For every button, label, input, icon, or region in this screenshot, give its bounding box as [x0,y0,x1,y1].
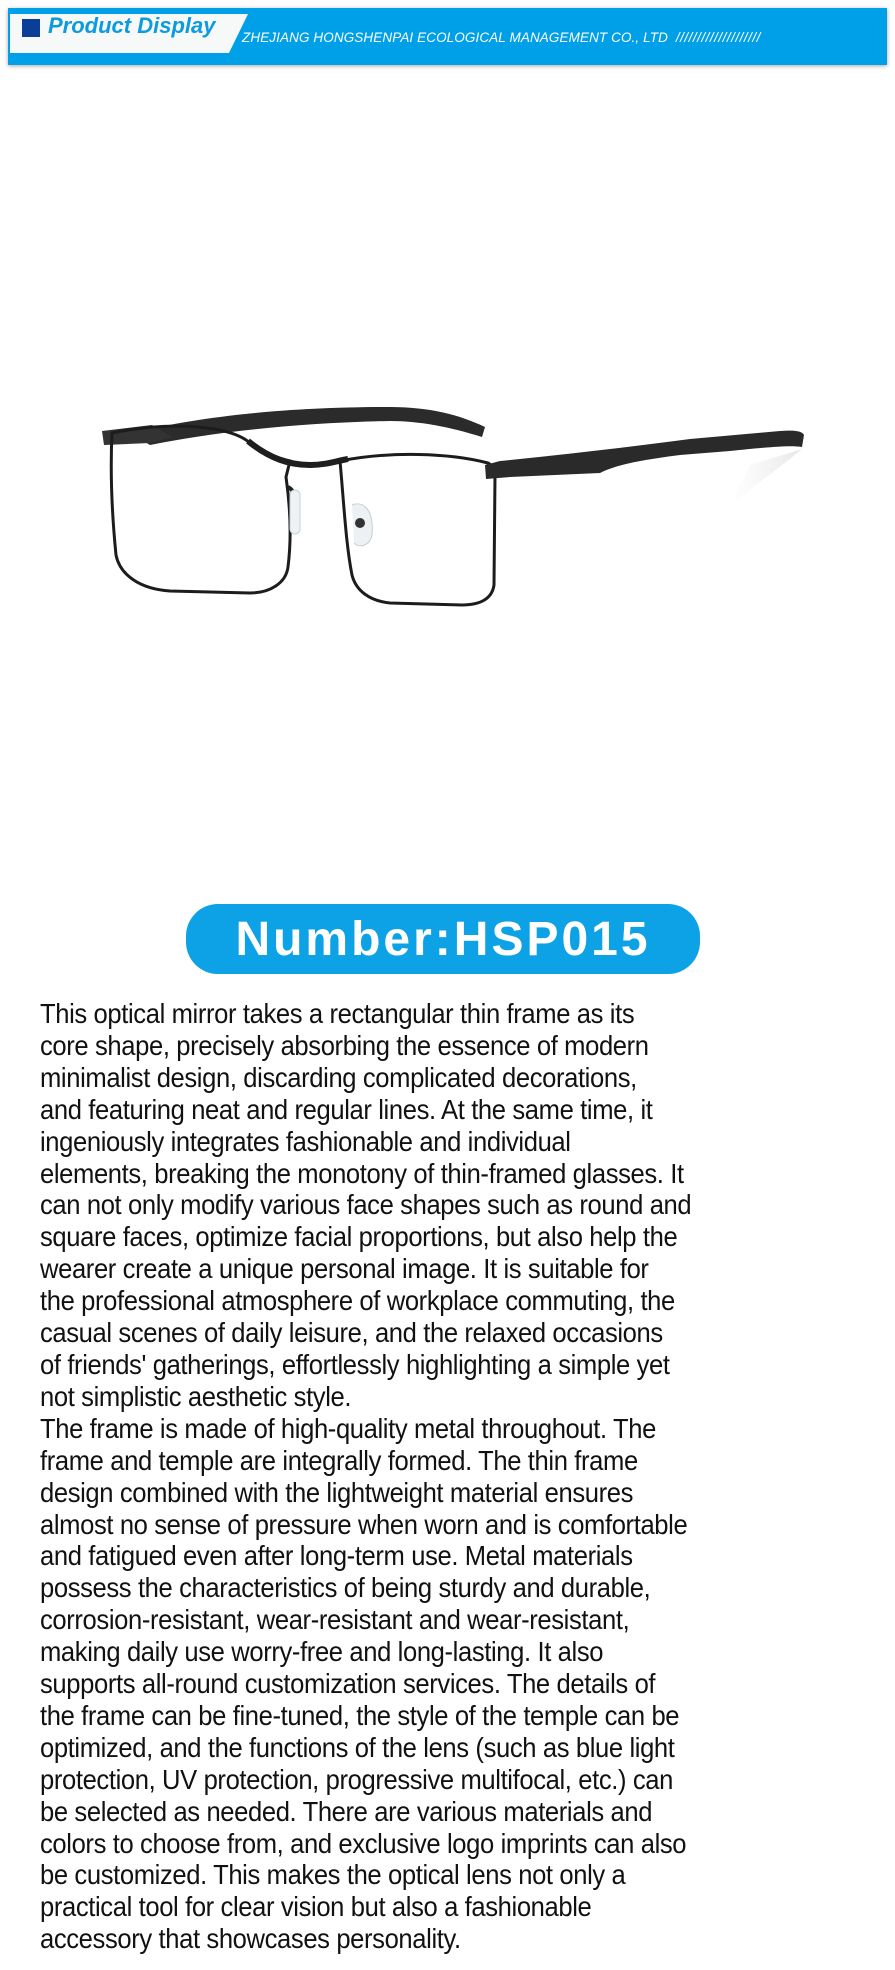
description-line: supports all-round customization services. The details of [40,1668,656,1700]
description-line: This optical mirror takes a rectangular thin frame as its [40,998,635,1029]
description-line: be customized. This makes the optical lens not only a [40,1859,626,1891]
description-line: casual scenes of daily leisure, and the relaxed occasions [40,1317,663,1349]
description-line: not simplistic aesthetic style. [40,1380,352,1412]
square-bullet-icon [22,19,40,37]
description-line: core shape, precisely absorbing the essence of modern [40,1029,649,1061]
description-line: The frame is made of high-quality metal throughout. The [40,1412,656,1444]
description-line: practical tool for clear vision but also a fashionable [40,1891,592,1923]
description-line: protection, UV protection, progressive multifocal, etc.) can [40,1763,673,1795]
description-line: of friends' gatherings, effortlessly highlighting a simple yet [40,1348,670,1380]
product-number: Number:HSP015 [235,912,651,966]
eyeglasses-icon [90,395,820,610]
product-image-eyeglasses [90,395,820,610]
description-line: and fatigued even after long-term use. Metal materials [40,1540,633,1572]
slash-decoration: //////////////////// [675,30,761,45]
description-line: corrosion-resistant, wear-resistant and wear-resistant, [40,1604,630,1636]
section-title: Product Display [48,13,216,38]
description-line: making daily use worry-free and long-lasting. It also [40,1636,604,1668]
description-line: the professional atmosphere of workplace commuting, the [40,1285,675,1317]
description-line: possess the characteristics of being sturdy and durable, [40,1572,651,1604]
description-line: and featuring neat and regular lines. At the same time, it [40,1093,653,1125]
description-line: minimalist design, discarding complicated decorations, [40,1061,637,1093]
section-header-banner [8,8,887,65]
description-line: design combined with the lightweight material ensures [40,1476,634,1508]
description-line: frame and temple are integrally formed. The thin frame [40,1444,638,1476]
description-line: almost no sense of pressure when worn and is comfortable [40,1508,688,1540]
product-description [40,998,821,1955]
description-line: be selected as needed. There are various materials and [40,1795,653,1827]
description-line: optimized, and the functions of the lens (such as blue light [40,1731,675,1763]
product-number-badge [186,904,700,974]
description-line: can not only modify various face shapes such as round and [40,1189,692,1221]
description-line: wearer create a unique personal image. It is suitable for [40,1253,649,1285]
description-line: the frame can be fine-tuned, the style of the temple can be [40,1699,680,1731]
description-line: accessory that showcases personality. [40,1923,461,1955]
description-line: elements, breaking the monotony of thin-framed glasses. It [40,1157,684,1189]
description-line: ingeniously integrates fashionable and individual [40,1125,571,1157]
company-name-text: ZHEJIANG HONGSHENPAI ECOLOGICAL MANAGEMENT CO., LTD [242,30,668,45]
company-name [242,30,761,45]
description-line: colors to choose from, and exclusive logo imprints can also [40,1827,687,1859]
description-line: square faces, optimize facial proportions, but also help the [40,1221,678,1253]
